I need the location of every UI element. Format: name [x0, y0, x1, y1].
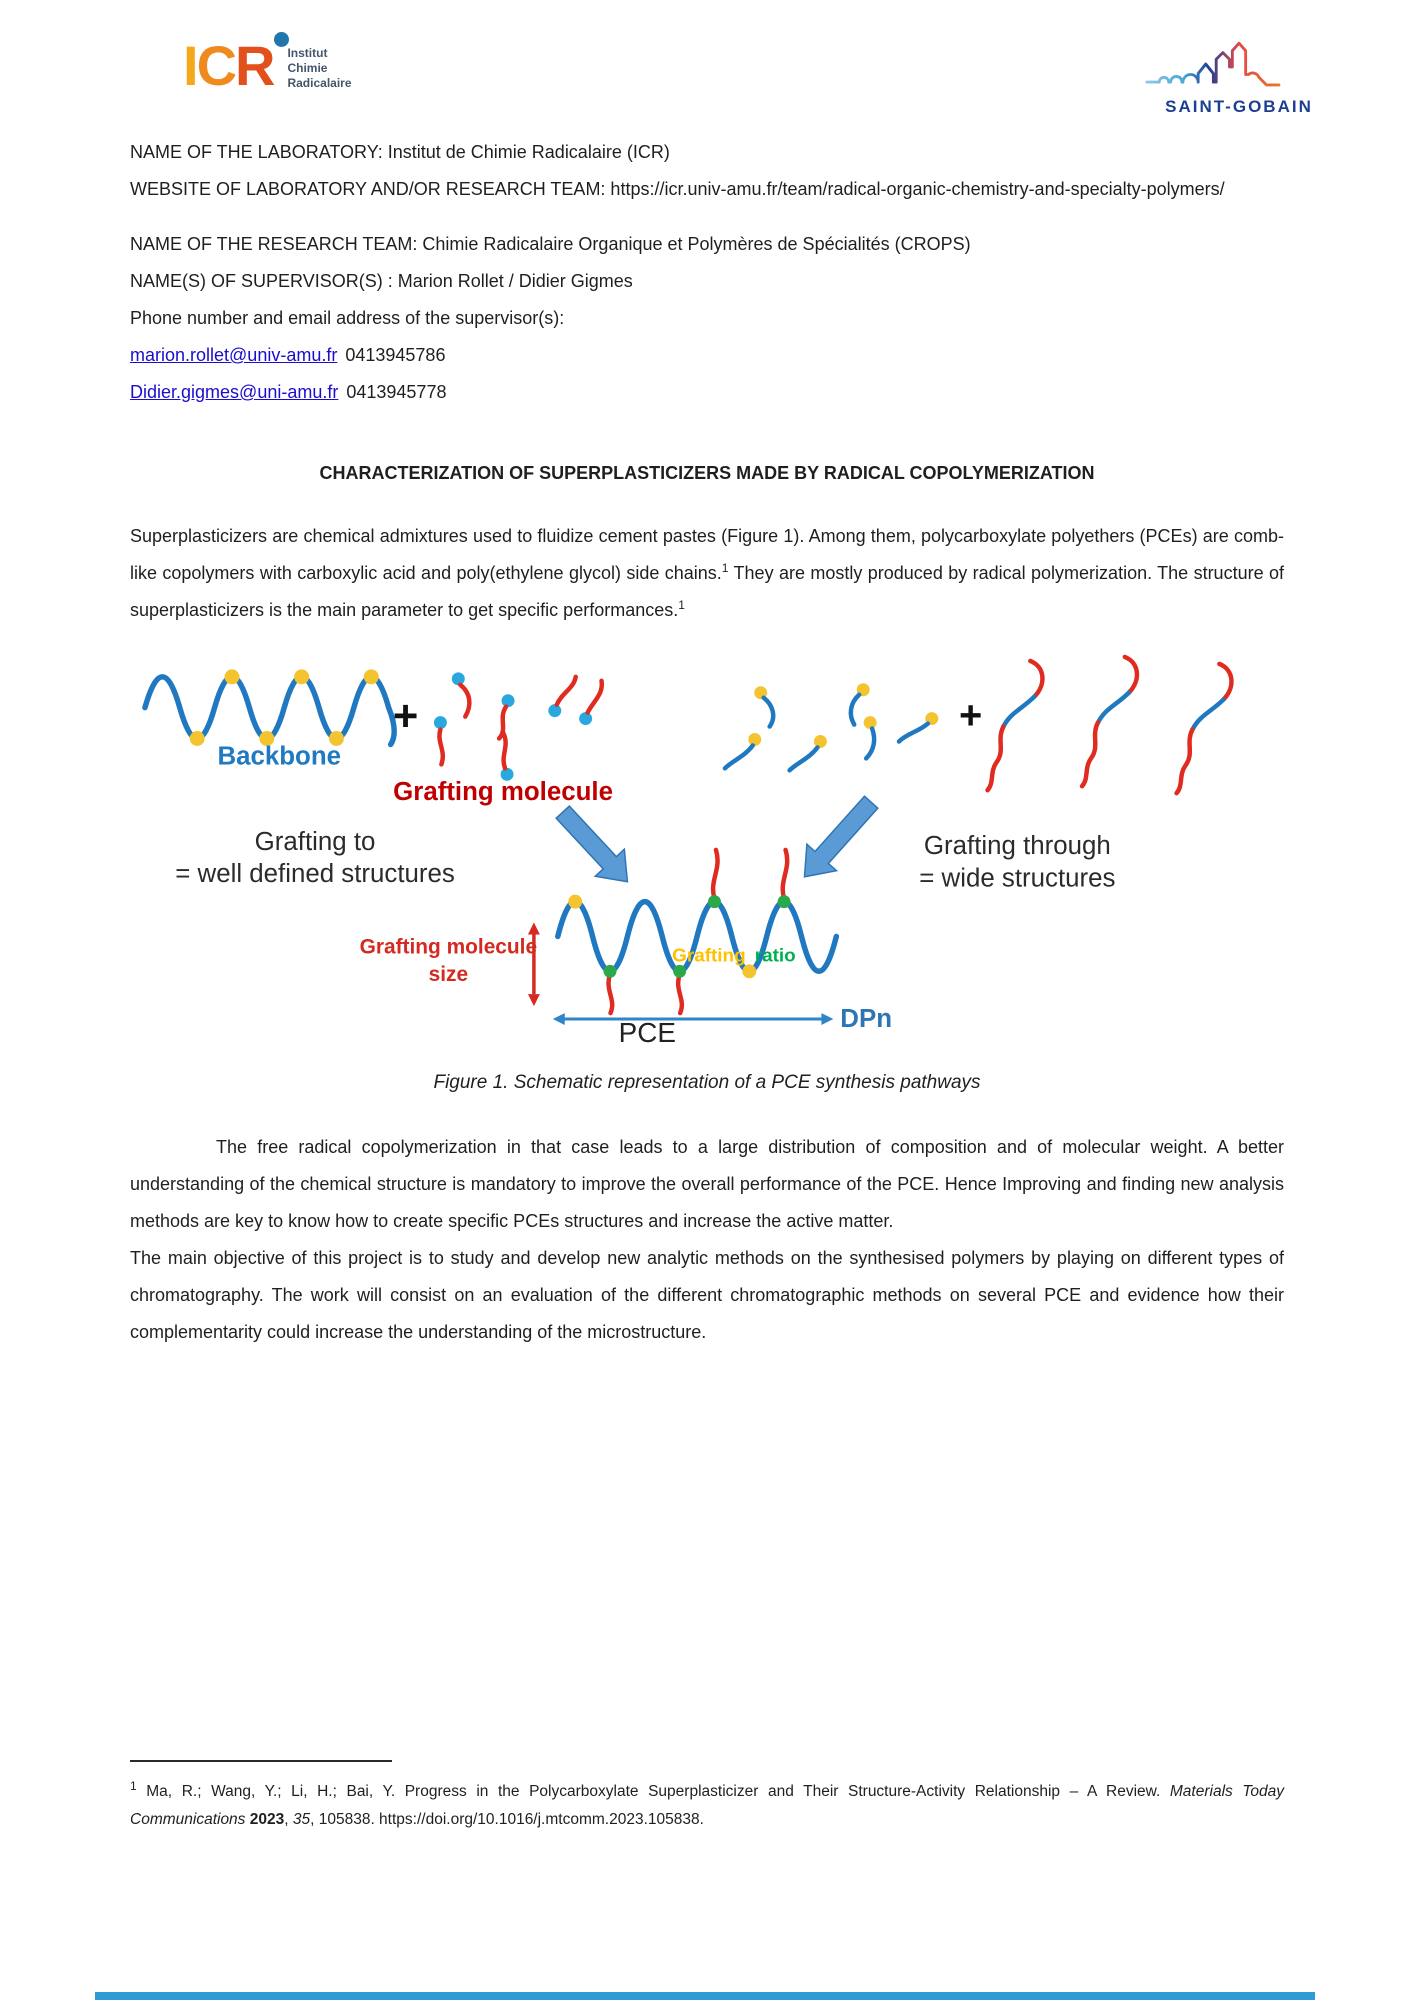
macromonomer: [1177, 664, 1232, 793]
grafting-molecule-label: Grafting molecule: [393, 778, 613, 807]
footnote-volume: 35: [292, 1811, 311, 1828]
footnote: [130, 1760, 1284, 1834]
contact-line-2: [130, 374, 1284, 411]
bottom-page-bar: [95, 1992, 1315, 2000]
icr-letter-r: R: [235, 34, 274, 97]
grafting-through-label: Grafting through: [923, 831, 1111, 860]
contact-intro-line: Phone number and email address of the supervisor(s):: [130, 308, 565, 328]
ratio-label-yellow: Grafting: [672, 945, 746, 967]
intro-paragraph: [130, 518, 1284, 629]
icr-logo-mark: [183, 34, 274, 97]
grafting-to-sublabel: = well defined structures: [175, 859, 455, 888]
document-title: CHARACTERIZATION OF SUPERPLASTICIZERS MADE BY RADICAL COPOLYMERIZATION: [319, 463, 1095, 483]
ratio-label-green: ratio: [754, 945, 796, 967]
footnote-number: 1: [130, 1778, 137, 1793]
footnote-text: [130, 1778, 1284, 1834]
footnote-marker: 1: [721, 561, 729, 575]
research-team-line: NAME OF THE RESEARCH TEAM: Chimie Radicalaire Organique et Polymères de Spécialités (CROPS): [130, 234, 971, 254]
dpn-label: DPn: [840, 1004, 893, 1033]
plus-sign-left: +: [392, 691, 419, 741]
grafting-to-arrow-icon: [556, 806, 627, 882]
icr-subtitle-line: Radicalaire: [287, 75, 352, 90]
footnote-doi: , 105838. https://doi.org/10.1016/j.mtcomm.2023.105838.: [310, 1811, 704, 1828]
footnote-reference: Ma, R.; Wang, Y.; Li, H.; Bai, Y. Progress in the Polycarboxylate Superplasticizer and Their Structure-Activity Relationship – A Review.: [136, 1783, 1170, 1800]
plus-sign-right: +: [959, 693, 983, 738]
size-sublabel: size: [428, 963, 469, 987]
icr-logo: [183, 34, 352, 97]
grafting-through-sublabel: = wide structures: [919, 864, 1116, 893]
pce-label: PCE: [618, 1016, 676, 1046]
phone-number-didier: 0413945778: [346, 382, 447, 402]
icr-logo-subtitle: [287, 42, 351, 91]
footnote-marker: 1: [678, 598, 685, 612]
icr-letter-i: I: [183, 34, 197, 97]
saint-gobain-skyline-icon: [1144, 40, 1334, 90]
body-paragraph-2: The free radical copolymerization in that case leads to a large distribution of composition and of molecular weight. A better understanding of the chemical structure is mandatory to improve the overall performance of the PCE. Hence Improving and finding new analysis methods are key to know how to create specific PCEs structures and increase the active matter.: [130, 1136, 1284, 1231]
figure-caption: Figure 1. Schematic representation of a PCE synthesis pathways: [433, 1071, 981, 1093]
body-paragraph-3: The main objective of this project is to study and develop new analytic methods on the synthesised polymers by playing on different types of chromatography. The work will consist on an evaluation of the different chromatographic methods on several PCE and evidence how their complementarity could increase the understanding of the microstructure.: [130, 1247, 1284, 1342]
footnote-separator: [130, 1760, 392, 1762]
icr-subtitle-line: Institut: [287, 45, 328, 60]
supervisors-line: NAME(S) OF SUPERVISOR(S) : Marion Rollet / Didier Gigmes: [130, 271, 633, 291]
saint-gobain-logo: [1144, 40, 1334, 117]
contact-line-1: [130, 337, 1284, 374]
footnote-sep: ,: [284, 1811, 293, 1828]
dpn-arrow-icon: [553, 1013, 834, 1025]
email-link-marion[interactable]: marion.rollet@univ-amu.fr: [130, 345, 338, 365]
phone-number-marion: 0413945786: [345, 345, 446, 365]
backbone-label: Backbone: [217, 742, 342, 771]
laboratory-name-line: NAME OF THE LABORATORY: Institut de Chimie Radicalaire (ICR): [130, 142, 670, 162]
saint-gobain-wordmark: SAINT-GOBAIN: [1165, 97, 1313, 116]
footnote-journal: Materials Today Communications: [130, 1783, 1285, 1828]
document-body: [130, 134, 1284, 1351]
grafting-through-arrow-icon: [804, 796, 877, 877]
email-link-didier[interactable]: Didier.gigmes@uni-amu.fr: [130, 382, 339, 402]
monomer-units: [725, 683, 938, 770]
grafting-molecules: [434, 672, 602, 780]
footnote-year: 2023: [249, 1811, 285, 1828]
macromonomer: [1082, 657, 1137, 786]
size-label: Grafting molecule: [359, 935, 538, 959]
macromonomer: [988, 661, 1043, 790]
grafting-to-label: Grafting to: [254, 827, 376, 856]
intro-paragraph-text: Superplasticizers are chemical admixtures used to fluidize cement pastes (Figure 1). Among them, polycarboxylate polyethers (PCEs) are comb-like copolymers with carboxylic acid and poly(ethylene glycol) side chains.: [130, 526, 1284, 583]
intro-paragraph-text: They are mostly produced by radical polymerization. The structure of superplasticizers is the main parameter to get specific performances.: [130, 563, 1284, 620]
pce-synthesis-figure: [130, 643, 1284, 1046]
icr-subtitle-line: Chimie: [287, 60, 328, 75]
figure-1: [130, 643, 1284, 1046]
website-line: WEBSITE OF LABORATORY AND/OR RESEARCH TEAM: https://icr.univ-amu.fr/team/radical-organic-chemistry-and-specialty-polymers/: [130, 179, 1225, 199]
icr-letter-c: C: [196, 34, 236, 97]
